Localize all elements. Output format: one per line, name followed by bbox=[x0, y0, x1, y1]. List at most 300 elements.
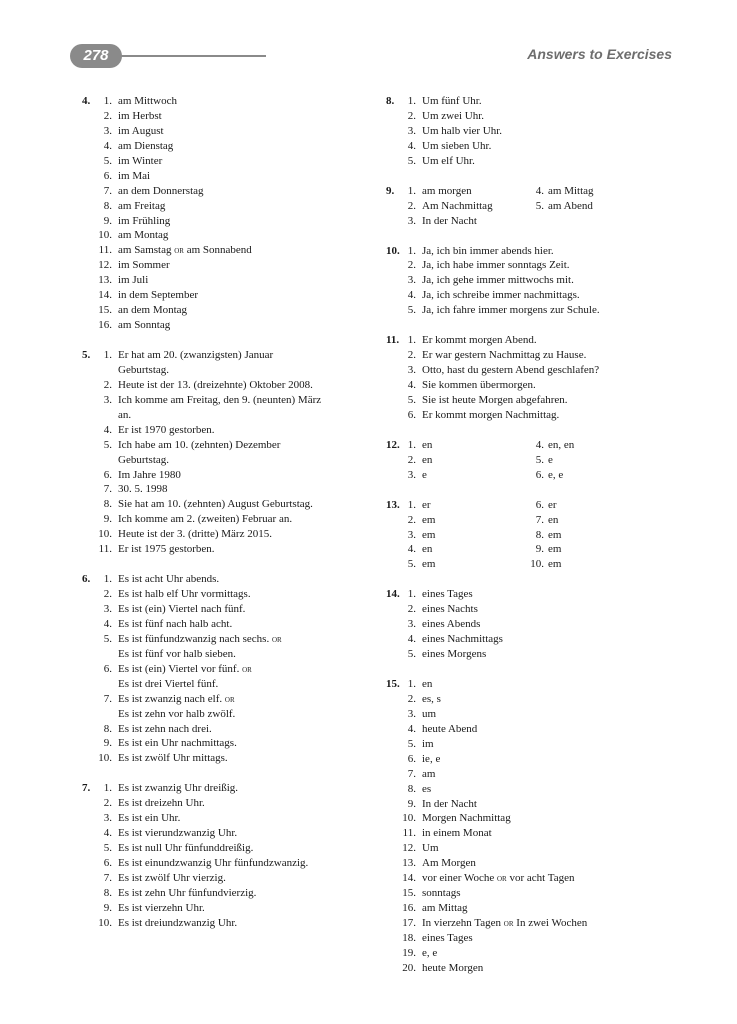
answer-text: em bbox=[422, 528, 436, 541]
answer-row bbox=[386, 811, 676, 826]
answer-text: Es ist zwanzig Uhr dreißig. bbox=[118, 782, 239, 795]
item-number: 14. bbox=[402, 872, 416, 885]
answer-row bbox=[386, 557, 676, 572]
answer-row bbox=[82, 781, 372, 796]
item-number: 11. bbox=[98, 543, 112, 556]
answer-text: Es ist dreiundzwanzig Uhr. bbox=[118, 916, 238, 929]
exercise-number: 6. bbox=[82, 573, 91, 586]
answer-text: eines Morgens bbox=[422, 648, 487, 661]
answer-text: en bbox=[548, 513, 559, 526]
answer-row bbox=[386, 752, 676, 767]
answer-text: 30. 5. 1998 bbox=[118, 483, 168, 496]
answer-text: Er kommt morgen Abend. bbox=[422, 334, 537, 347]
item-number: 2. bbox=[407, 259, 416, 272]
answer-text: Ich komme am 2. (zweiten) Februar an. bbox=[118, 513, 293, 526]
answer-text: e bbox=[422, 468, 427, 481]
item-number: 5. bbox=[535, 199, 544, 212]
answer-row bbox=[82, 722, 372, 737]
answer-text: In der Nacht bbox=[422, 797, 477, 810]
answer-text: Es ist halb elf Uhr vormittags. bbox=[118, 588, 251, 601]
item-number: 13. bbox=[98, 274, 112, 287]
item-number: 1. bbox=[103, 95, 112, 107]
answer-text: heute Morgen bbox=[422, 961, 484, 974]
answer-text: Es ist (ein) Viertel nach fünf. bbox=[118, 603, 246, 615]
answer-text: am Sonntag bbox=[118, 319, 171, 332]
answer-row bbox=[82, 109, 372, 124]
or-connector: or bbox=[271, 633, 282, 645]
answer-text: an. bbox=[118, 408, 132, 421]
answer-text: am Mittag bbox=[422, 902, 468, 915]
or-connector: or bbox=[242, 663, 252, 675]
item-number: 3. bbox=[407, 468, 416, 481]
item-number: 6. bbox=[103, 468, 112, 481]
answer-text: es, s bbox=[422, 692, 441, 705]
answer-row bbox=[386, 677, 676, 692]
item-number: 10. bbox=[530, 558, 544, 571]
item-number: 5. bbox=[407, 154, 416, 167]
item-number: 9. bbox=[103, 214, 112, 227]
answer-row bbox=[386, 348, 676, 363]
answer-text: am Mittwoch bbox=[118, 95, 177, 107]
answer-text: er bbox=[548, 498, 557, 511]
answer-row bbox=[82, 692, 372, 707]
item-number: 4. bbox=[103, 617, 112, 630]
page-number-badge: 278 bbox=[70, 44, 122, 68]
exercise-number: 8. bbox=[386, 95, 395, 107]
item-number: 4. bbox=[407, 543, 416, 556]
item-number: 5. bbox=[535, 453, 544, 466]
answer-row bbox=[82, 572, 372, 587]
answer-row bbox=[386, 961, 676, 976]
item-number: 4. bbox=[103, 827, 112, 840]
item-number: 10. bbox=[98, 752, 112, 765]
item-number: 5. bbox=[407, 304, 416, 317]
exercise-ex9 bbox=[386, 184, 676, 229]
item-number: 5. bbox=[407, 648, 416, 661]
exercise-number: 15. bbox=[386, 678, 400, 690]
answer-row bbox=[386, 214, 676, 229]
answer-text: Sie ist heute Morgen abgefahren. bbox=[422, 393, 568, 406]
item-number: 15. bbox=[402, 887, 416, 900]
answer-row bbox=[82, 482, 372, 497]
answer-row bbox=[82, 303, 372, 318]
answer-row bbox=[386, 94, 676, 109]
item-number: 1. bbox=[407, 498, 416, 511]
answer-row bbox=[82, 318, 372, 333]
answer-row bbox=[82, 393, 372, 408]
item-number: 3. bbox=[407, 528, 416, 541]
item-number: 6. bbox=[535, 468, 544, 481]
item-number: 1. bbox=[407, 588, 416, 601]
item-number: 4. bbox=[407, 633, 416, 646]
item-number: 2. bbox=[407, 109, 416, 122]
answer-row bbox=[82, 707, 372, 722]
answer-row bbox=[82, 677, 372, 692]
item-number: 1. bbox=[407, 244, 416, 257]
answer-row bbox=[386, 856, 676, 871]
answer-text: Es ist dreizehn Uhr. bbox=[118, 797, 205, 810]
item-number: 3. bbox=[103, 124, 112, 137]
left-column bbox=[82, 94, 372, 946]
answer-text: Es ist ein Uhr. bbox=[118, 812, 181, 825]
answer-row bbox=[386, 408, 676, 423]
answer-text: am Samstag or am Sonnabend bbox=[118, 244, 252, 257]
answer-text: Ich habe am 10. (zehnten) Dezember bbox=[118, 438, 281, 451]
exercise-ex6 bbox=[82, 572, 372, 766]
answer-text: Es ist zwanzig nach elf. or bbox=[118, 692, 235, 705]
answer-text: In der Nacht bbox=[422, 214, 477, 227]
answer-text: Es ist drei Viertel fünf. bbox=[118, 677, 219, 690]
item-number: 1. bbox=[407, 438, 416, 451]
item-number: 6. bbox=[103, 169, 112, 182]
answer-text: Es ist zehn vor halb zwölf. bbox=[118, 707, 236, 720]
item-number: 2. bbox=[103, 109, 112, 122]
answer-row bbox=[82, 916, 372, 931]
answer-text: en bbox=[422, 543, 433, 556]
answer-text: ie, e bbox=[422, 752, 441, 765]
item-number: 5. bbox=[407, 393, 416, 406]
item-number: 9. bbox=[103, 901, 112, 914]
answer-row bbox=[82, 736, 372, 751]
item-number: 7. bbox=[407, 767, 416, 780]
item-number: 3. bbox=[103, 603, 112, 615]
answer-text: Es ist zwölf Uhr mittags. bbox=[118, 752, 228, 765]
answer-row bbox=[386, 931, 676, 946]
header-rule bbox=[120, 55, 266, 57]
answer-row bbox=[82, 243, 372, 258]
answer-text: Am Nachmittag bbox=[422, 199, 493, 212]
item-number: 2. bbox=[407, 453, 416, 466]
answer-text: Es ist (ein) Viertel vor fünf. or bbox=[118, 662, 252, 675]
item-number: 10. bbox=[98, 528, 112, 541]
exercise-number: 5. bbox=[82, 349, 91, 361]
item-number: 2. bbox=[103, 588, 112, 601]
item-number: 9. bbox=[535, 543, 544, 556]
answer-row bbox=[386, 946, 676, 961]
answer-row bbox=[82, 901, 372, 916]
exercise-number: 12. bbox=[386, 438, 400, 451]
answer-text: in dem September bbox=[118, 289, 199, 302]
answer-row bbox=[82, 871, 372, 886]
answer-text: im Juli bbox=[118, 274, 149, 287]
exercise-ex15 bbox=[386, 677, 676, 976]
answer-text: eines Abends bbox=[422, 618, 481, 631]
exercise-ex14 bbox=[386, 587, 676, 662]
answer-row bbox=[386, 378, 676, 393]
answer-row bbox=[386, 303, 676, 318]
answer-row bbox=[82, 587, 372, 602]
answer-text: Im Jahre 1980 bbox=[118, 468, 181, 481]
answer-text: in einem Monat bbox=[422, 827, 492, 840]
answer-row bbox=[82, 542, 372, 557]
exercise-ex13 bbox=[386, 498, 676, 573]
item-number: 8. bbox=[103, 199, 112, 212]
item-number: 18. bbox=[402, 931, 416, 944]
item-number: 7. bbox=[103, 692, 112, 705]
item-number: 3. bbox=[103, 393, 112, 406]
running-title: Answers to Exercises bbox=[527, 46, 672, 62]
answer-text: In vierzehn Tagen or In zwei Wochen bbox=[422, 917, 588, 929]
answer-row bbox=[82, 139, 372, 154]
exercise-ex5 bbox=[82, 348, 372, 557]
item-number: 9. bbox=[103, 513, 112, 526]
item-number: 12. bbox=[98, 259, 112, 272]
item-number: 19. bbox=[402, 946, 416, 959]
answer-text: Es ist einundzwanzig Uhr fünfundzwanzig. bbox=[118, 857, 309, 869]
answer-text: Ja, ich fahre immer morgens zur Schule. bbox=[422, 304, 600, 317]
item-number: 1. bbox=[103, 782, 112, 795]
answer-row bbox=[82, 497, 372, 512]
answer-row bbox=[386, 333, 676, 348]
or-connector: or bbox=[224, 693, 235, 705]
answer-text: eines Tages bbox=[422, 931, 473, 944]
answer-text: em bbox=[548, 528, 562, 541]
item-number: 2. bbox=[407, 349, 416, 362]
answer-text: vor einer Woche or vor acht Tagen bbox=[422, 872, 575, 885]
answer-row bbox=[386, 154, 676, 169]
item-number: 3. bbox=[407, 214, 416, 227]
answer-text: en, en bbox=[548, 438, 575, 451]
item-number: 1. bbox=[407, 334, 416, 347]
answer-text: Er kommt morgen Nachmittag. bbox=[422, 408, 560, 421]
answer-row bbox=[82, 214, 372, 229]
item-number: 1. bbox=[407, 678, 416, 690]
answer-row bbox=[82, 154, 372, 169]
answer-text: Um sieben Uhr. bbox=[422, 139, 492, 152]
answer-row bbox=[82, 617, 372, 632]
item-number: 4. bbox=[103, 423, 112, 436]
answer-text: Es ist fünf nach halb acht. bbox=[118, 617, 233, 630]
answer-row bbox=[386, 288, 676, 303]
answer-text: Geburtstag. bbox=[118, 363, 170, 376]
answer-row bbox=[386, 393, 676, 408]
exercise-ex10 bbox=[386, 244, 676, 319]
item-number: 2. bbox=[407, 513, 416, 526]
item-number: 6. bbox=[407, 752, 416, 765]
answer-row bbox=[386, 797, 676, 812]
answer-row bbox=[386, 363, 676, 378]
answer-text: em bbox=[548, 543, 562, 556]
exercise-ex11 bbox=[386, 333, 676, 423]
answer-text: e, e bbox=[422, 946, 438, 959]
item-number: 4. bbox=[535, 438, 544, 451]
item-number: 2. bbox=[407, 603, 416, 616]
answer-text: Er hat am 20. (zwanzigsten) Januar bbox=[118, 349, 274, 361]
answer-row bbox=[82, 662, 372, 677]
page-header bbox=[70, 44, 672, 70]
answer-row bbox=[386, 901, 676, 916]
item-number: 20. bbox=[402, 961, 416, 974]
item-number: 5. bbox=[103, 842, 112, 855]
answer-text: Es ist ein Uhr nachmittags. bbox=[118, 737, 237, 750]
answer-text: sonntags bbox=[422, 887, 461, 900]
answer-row bbox=[386, 542, 676, 557]
answer-text: heute Abend bbox=[422, 722, 478, 735]
item-number: 16. bbox=[402, 902, 416, 915]
item-number: 6. bbox=[103, 662, 112, 675]
answer-row bbox=[82, 826, 372, 841]
answer-text: Es ist acht Uhr abends. bbox=[118, 573, 220, 586]
exercise-number: 13. bbox=[386, 498, 400, 511]
answer-text: Sie hat am 10. (zehnten) August Geburtstag. bbox=[118, 498, 313, 511]
item-number: 4. bbox=[407, 379, 416, 391]
answer-text: em bbox=[548, 558, 562, 571]
item-number: 3. bbox=[407, 618, 416, 631]
answer-text: Morgen Nachmittag bbox=[422, 812, 511, 825]
item-number: 4. bbox=[407, 722, 416, 735]
item-number: 2. bbox=[407, 692, 416, 705]
item-number: 8. bbox=[407, 782, 416, 795]
answer-row bbox=[82, 94, 372, 109]
answer-row bbox=[82, 363, 372, 378]
answer-row bbox=[386, 244, 676, 259]
answer-text: im Mai bbox=[118, 169, 151, 182]
answer-row bbox=[82, 632, 372, 647]
answer-text: Er ist 1970 gestorben. bbox=[118, 423, 215, 436]
answer-row bbox=[386, 184, 676, 199]
item-number: 3. bbox=[407, 364, 416, 377]
exercise-number: 14. bbox=[386, 588, 400, 601]
item-number: 5. bbox=[103, 154, 112, 167]
item-number: 6. bbox=[535, 498, 544, 511]
right-column bbox=[386, 94, 676, 991]
answer-text: Ja, ich bin immer abends hier. bbox=[422, 244, 554, 257]
item-number: 6. bbox=[103, 857, 112, 869]
answer-text: Ja, ich habe immer sonntags Zeit. bbox=[422, 259, 570, 272]
item-number: 3. bbox=[407, 707, 416, 720]
answer-row bbox=[386, 468, 676, 483]
answer-row bbox=[82, 438, 372, 453]
item-number: 3. bbox=[103, 812, 112, 825]
answer-row bbox=[386, 782, 676, 797]
or-connector: or bbox=[174, 245, 184, 257]
answer-text: am morgen bbox=[422, 184, 472, 197]
answer-row bbox=[386, 139, 676, 154]
answer-row bbox=[386, 273, 676, 288]
answer-text: Sie kommen übermorgen. bbox=[422, 379, 536, 391]
answer-text: im Winter bbox=[118, 154, 163, 167]
answer-text: Es ist fünf vor halb sieben. bbox=[118, 647, 236, 660]
answer-row bbox=[82, 348, 372, 363]
item-number: 2. bbox=[103, 378, 112, 391]
answer-text: Es ist vierundzwanzig Uhr. bbox=[118, 827, 238, 840]
item-number: 8. bbox=[103, 886, 112, 899]
answer-text: Geburtstag. bbox=[118, 453, 170, 466]
answer-text: en bbox=[422, 453, 433, 466]
item-number: 1. bbox=[407, 95, 416, 107]
item-number: 7. bbox=[103, 483, 112, 496]
answer-text: um bbox=[422, 707, 437, 720]
answer-text: Es ist zehn nach drei. bbox=[118, 722, 212, 735]
answer-text: Ich komme am Freitag, den 9. (neunten) März bbox=[118, 393, 322, 406]
item-number: 10. bbox=[98, 229, 112, 242]
or-connector: or bbox=[503, 918, 514, 929]
exercise-ex4 bbox=[82, 94, 372, 333]
answer-text: am Abend bbox=[548, 199, 593, 212]
item-number: 2. bbox=[103, 797, 112, 810]
answer-text: an dem Montag bbox=[118, 304, 188, 317]
answer-row bbox=[386, 602, 676, 617]
item-number: 5. bbox=[407, 737, 416, 750]
answer-row bbox=[386, 453, 676, 468]
answer-row bbox=[82, 273, 372, 288]
answer-row bbox=[82, 647, 372, 662]
item-number: 7. bbox=[103, 871, 112, 884]
answer-row bbox=[386, 916, 676, 931]
answer-row bbox=[82, 602, 372, 617]
answer-row bbox=[386, 767, 676, 782]
answer-text: Es ist null Uhr fünfunddreißig. bbox=[118, 842, 254, 855]
item-number: 4. bbox=[407, 289, 416, 302]
answer-row bbox=[386, 587, 676, 602]
answer-row bbox=[82, 258, 372, 273]
answer-row bbox=[386, 871, 676, 886]
item-number: 4. bbox=[535, 184, 544, 197]
item-number: 1. bbox=[103, 573, 112, 586]
answer-text: Er war gestern Nachmittag zu Hause. bbox=[422, 349, 587, 362]
item-number: 9. bbox=[103, 737, 112, 750]
answer-row bbox=[386, 737, 676, 752]
or-connector: or bbox=[496, 873, 507, 885]
answer-row bbox=[82, 199, 372, 214]
answer-text: Otto, hast du gestern Abend geschlafen? bbox=[422, 364, 600, 377]
answer-row bbox=[386, 707, 676, 722]
item-number: 11. bbox=[98, 244, 112, 257]
answer-row bbox=[386, 199, 676, 214]
answer-row bbox=[82, 184, 372, 199]
answer-text: Es ist vierzehn Uhr. bbox=[118, 901, 205, 914]
answer-row bbox=[386, 438, 676, 453]
item-number: 5. bbox=[407, 558, 416, 571]
answer-row bbox=[82, 423, 372, 438]
answer-row bbox=[386, 647, 676, 662]
exercise-number: 10. bbox=[386, 244, 400, 257]
item-number: 1. bbox=[407, 184, 416, 197]
answer-text: en bbox=[422, 438, 433, 451]
answer-row bbox=[386, 886, 676, 901]
exercise-number: 9. bbox=[386, 184, 395, 197]
answer-text: am bbox=[422, 767, 436, 780]
answer-text: Heute ist der 13. (dreizehnte) Oktober 2008. bbox=[118, 378, 313, 391]
answer-text: er bbox=[422, 498, 431, 511]
item-number: 7. bbox=[103, 184, 112, 197]
answer-row bbox=[82, 124, 372, 139]
answer-text: Um halb vier Uhr. bbox=[422, 124, 503, 137]
answer-text: im Sommer bbox=[118, 259, 170, 272]
item-number: 1. bbox=[103, 349, 112, 361]
item-number: 2. bbox=[407, 199, 416, 212]
answer-text: e, e bbox=[548, 468, 564, 481]
answer-text: Ja, ich gehe immer mittwochs mit. bbox=[422, 274, 574, 287]
item-number: 15. bbox=[98, 304, 112, 317]
answer-text: Um bbox=[422, 842, 439, 855]
answer-row bbox=[386, 617, 676, 632]
answer-row bbox=[82, 408, 372, 423]
answer-text: Heute ist der 3. (dritte) März 2015. bbox=[118, 528, 272, 541]
answer-row bbox=[82, 512, 372, 527]
answer-text: em bbox=[422, 558, 436, 571]
answer-row bbox=[386, 692, 676, 707]
answer-text: am Mittag bbox=[548, 184, 594, 197]
answer-row bbox=[82, 453, 372, 468]
answer-text: Es ist fünfundzwanzig nach sechs. or bbox=[118, 632, 282, 645]
item-number: 17. bbox=[402, 917, 416, 929]
answer-text: Um fünf Uhr. bbox=[422, 95, 482, 107]
answer-text: im August bbox=[118, 124, 164, 137]
item-number: 7. bbox=[535, 513, 544, 526]
answer-text: Es ist zwölf Uhr vierzig. bbox=[118, 871, 226, 884]
answer-text: an dem Donnerstag bbox=[118, 184, 204, 197]
